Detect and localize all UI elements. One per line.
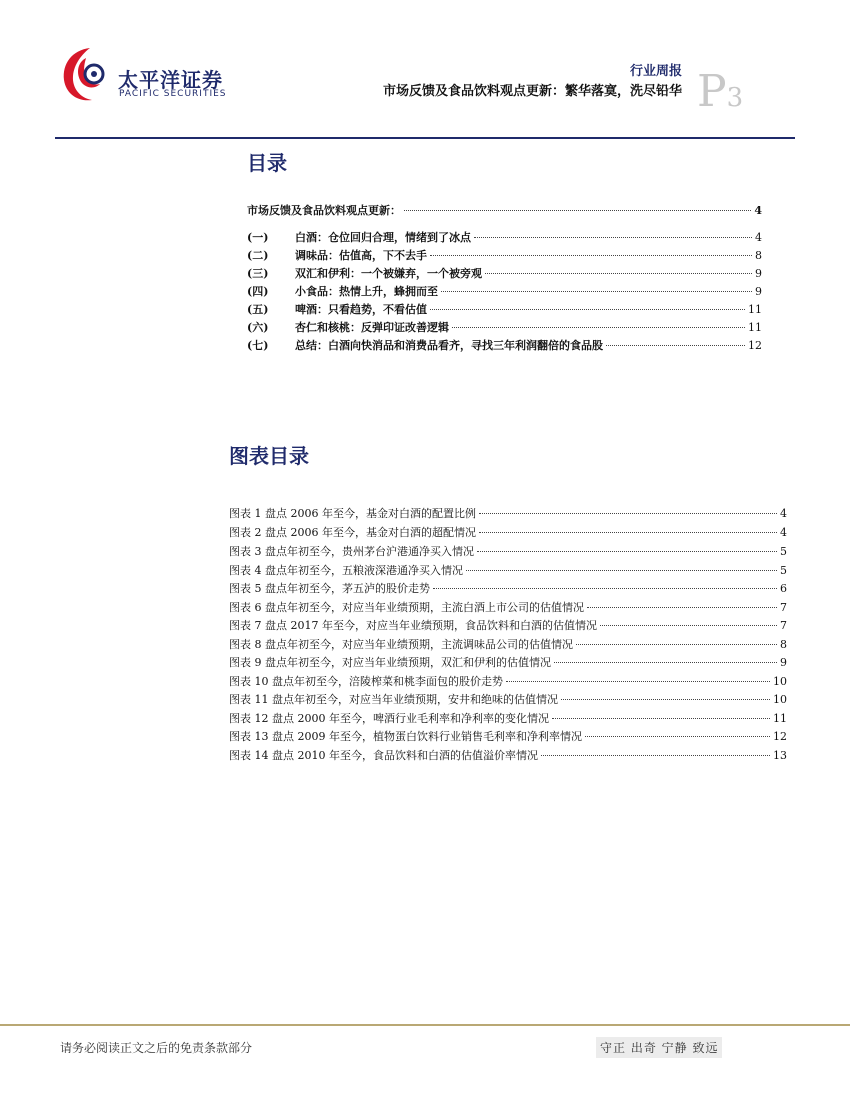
figure-entry-page: 10 bbox=[773, 675, 787, 688]
figure-leader bbox=[433, 588, 777, 589]
toc-main-page: 4 bbox=[754, 204, 762, 217]
figure-entry-text: 图表 2 盘点 2006 年至今，基金对白酒的超配情况 bbox=[229, 526, 476, 539]
toc-item[interactable] bbox=[247, 319, 762, 335]
toc-title: 目录 bbox=[247, 151, 287, 175]
toc-item-text: 啤酒：只看趋势，不看估值 bbox=[295, 303, 427, 316]
figure-entry[interactable] bbox=[229, 673, 787, 689]
toc-item-num: (二) bbox=[247, 249, 269, 262]
toc-item[interactable] bbox=[247, 265, 762, 281]
figure-leader bbox=[600, 625, 777, 626]
figure-entry-text: 图表 7 盘点 2017 年至今，对应当年业绩预期，食品饮料和白酒的估值情况 bbox=[229, 619, 597, 632]
figure-entry-text: 图表 13 盘点 2009 年至今，植物蛋白饮料行业销售毛利率和净利率情况 bbox=[229, 730, 582, 743]
figure-entry-page: 7 bbox=[780, 601, 787, 614]
toc-item-page: 9 bbox=[755, 285, 762, 298]
figures-title: 图表目录 bbox=[229, 444, 309, 468]
toc-leader bbox=[430, 255, 752, 256]
report-title: 市场反馈及食品饮料观点更新：繁华落寞，洗尽铅华 bbox=[382, 84, 682, 99]
toc-item-text: 杏仁和核桃：反弹印证改善逻辑 bbox=[295, 321, 449, 334]
figure-leader bbox=[466, 570, 777, 571]
figure-entry-text: 图表 12 盘点 2000 年至今，啤酒行业毛利率和净利率的变化情况 bbox=[229, 712, 549, 725]
figure-leader bbox=[506, 681, 770, 682]
figure-entry-page: 12 bbox=[773, 730, 787, 743]
figure-entry[interactable] bbox=[229, 505, 787, 521]
figure-leader bbox=[479, 513, 777, 514]
toc-item-text: 小食品：热情上升，蜂拥而至 bbox=[295, 285, 438, 298]
figure-entry-page: 4 bbox=[780, 507, 787, 520]
figure-entry-page: 9 bbox=[780, 656, 787, 669]
figure-entry-page: 6 bbox=[780, 582, 787, 595]
toc-item-page: 11 bbox=[748, 321, 762, 334]
figure-leader bbox=[561, 699, 770, 700]
toc-leader bbox=[430, 309, 745, 310]
toc-item-num: (一) bbox=[247, 231, 269, 244]
toc-item-num: (四) bbox=[247, 285, 269, 298]
figure-entry-page: 5 bbox=[780, 545, 787, 558]
toc-item[interactable] bbox=[247, 283, 762, 299]
toc-item[interactable] bbox=[247, 337, 762, 353]
figure-leader bbox=[587, 607, 777, 608]
figure-entry[interactable] bbox=[229, 562, 787, 578]
toc-leader bbox=[474, 237, 752, 238]
brand-name-en: PACIFIC SECURITIES bbox=[119, 89, 227, 99]
pacific-securities-logo-icon bbox=[60, 44, 112, 104]
figure-entry[interactable] bbox=[229, 617, 787, 633]
figure-entry-page: 5 bbox=[780, 564, 787, 577]
header-divider bbox=[55, 137, 795, 139]
figure-entry[interactable] bbox=[229, 580, 787, 596]
footer-divider bbox=[0, 1024, 850, 1026]
figure-entry[interactable] bbox=[229, 654, 787, 670]
figure-entry[interactable] bbox=[229, 691, 787, 707]
figure-leader bbox=[541, 755, 770, 756]
figure-entry-text: 图表 3 盘点年初至今，贵州茅台沪港通净买入情况 bbox=[229, 545, 474, 558]
figure-entry[interactable] bbox=[229, 710, 787, 726]
toc-item-text: 双汇和伊利：一个被嫌弃，一个被旁观 bbox=[295, 267, 482, 280]
figure-entry[interactable] bbox=[229, 599, 787, 615]
toc-leader bbox=[452, 327, 745, 328]
figure-leader bbox=[554, 662, 777, 663]
toc-item-num: (三) bbox=[247, 267, 269, 280]
figure-leader bbox=[552, 718, 770, 719]
page-number bbox=[697, 66, 743, 117]
page-digit: 3 bbox=[726, 83, 744, 113]
toc-main-entry[interactable] bbox=[247, 202, 762, 218]
toc-leader bbox=[441, 291, 752, 292]
toc-item-page: 9 bbox=[755, 267, 762, 280]
toc-item-text: 总结：白酒向快消品和消费品看齐，寻找三年利润翻倍的食品股 bbox=[295, 339, 603, 352]
toc-item-page: 11 bbox=[748, 303, 762, 316]
figure-entry-text: 图表 10 盘点年初至今，涪陵榨菜和桃李面包的股价走势 bbox=[229, 675, 503, 688]
toc-leader bbox=[404, 210, 751, 211]
figure-entry[interactable] bbox=[229, 543, 787, 559]
figure-entry-text: 图表 1 盘点 2006 年至今，基金对白酒的配置比例 bbox=[229, 507, 476, 520]
figure-entry-text: 图表 11 盘点年初至今，对应当年业绩预期，安井和绝味的估值情况 bbox=[229, 693, 558, 706]
toc-item-text: 白酒：仓位回归合理，情绪到了冰点 bbox=[295, 231, 471, 244]
toc-item[interactable] bbox=[247, 247, 762, 263]
figure-entry-text: 图表 9 盘点年初至今，对应当年业绩预期，双汇和伊利的估值情况 bbox=[229, 656, 551, 669]
figure-entry-text: 图表 5 盘点年初至今，茅五泸的股价走势 bbox=[229, 582, 430, 595]
figure-leader bbox=[585, 736, 770, 737]
toc-item-text: 调味品：估值高，下不去手 bbox=[295, 249, 427, 262]
toc-item-num: (七) bbox=[247, 339, 269, 352]
toc-item-num: (六) bbox=[247, 321, 269, 334]
figure-leader bbox=[576, 644, 777, 645]
brand-name-cn: 太平洋证券 bbox=[118, 68, 223, 92]
figure-entry[interactable] bbox=[229, 636, 787, 652]
figure-entry-page: 8 bbox=[780, 638, 787, 651]
figure-entry-page: 10 bbox=[773, 693, 787, 706]
figure-entry[interactable] bbox=[229, 747, 787, 763]
toc-leader bbox=[485, 273, 752, 274]
toc-main-text: 市场反馈及食品饮料观点更新： bbox=[247, 204, 401, 217]
figure-leader bbox=[479, 532, 777, 533]
footer-disclaimer: 请务必阅读正文之后的免责条款部分 bbox=[60, 1041, 253, 1055]
toc-leader bbox=[606, 345, 745, 346]
figure-entry[interactable] bbox=[229, 524, 787, 540]
toc-item-num: (五) bbox=[247, 303, 269, 316]
figure-leader bbox=[477, 551, 777, 552]
figure-entry-page: 4 bbox=[780, 526, 787, 539]
figure-entry[interactable] bbox=[229, 728, 787, 744]
toc-item[interactable] bbox=[247, 229, 762, 245]
figure-entry-text: 图表 14 盘点 2010 年至今，食品饮料和白酒的估值溢价率情况 bbox=[229, 749, 538, 762]
toc-item-page: 12 bbox=[748, 339, 762, 352]
figure-entry-page: 11 bbox=[773, 712, 787, 725]
figure-entry-page: 7 bbox=[780, 619, 787, 632]
figure-entry-text: 图表 4 盘点年初至今，五粮液深港通净买入情况 bbox=[229, 564, 463, 577]
toc-item[interactable] bbox=[247, 301, 762, 317]
page-letter: P bbox=[697, 66, 727, 117]
footer-motto: 守正 出奇 宁静 致远 bbox=[596, 1037, 722, 1058]
toc-item-page: 4 bbox=[755, 231, 762, 244]
report-type: 行业周报 bbox=[629, 64, 682, 79]
figure-entry-text: 图表 6 盘点年初至今，对应当年业绩预期，主流白酒上市公司的估值情况 bbox=[229, 601, 584, 614]
figure-entry-text: 图表 8 盘点年初至今，对应当年业绩预期，主流调味品公司的估值情况 bbox=[229, 638, 573, 651]
toc-item-page: 8 bbox=[755, 249, 762, 262]
figure-entry-page: 13 bbox=[773, 749, 787, 762]
